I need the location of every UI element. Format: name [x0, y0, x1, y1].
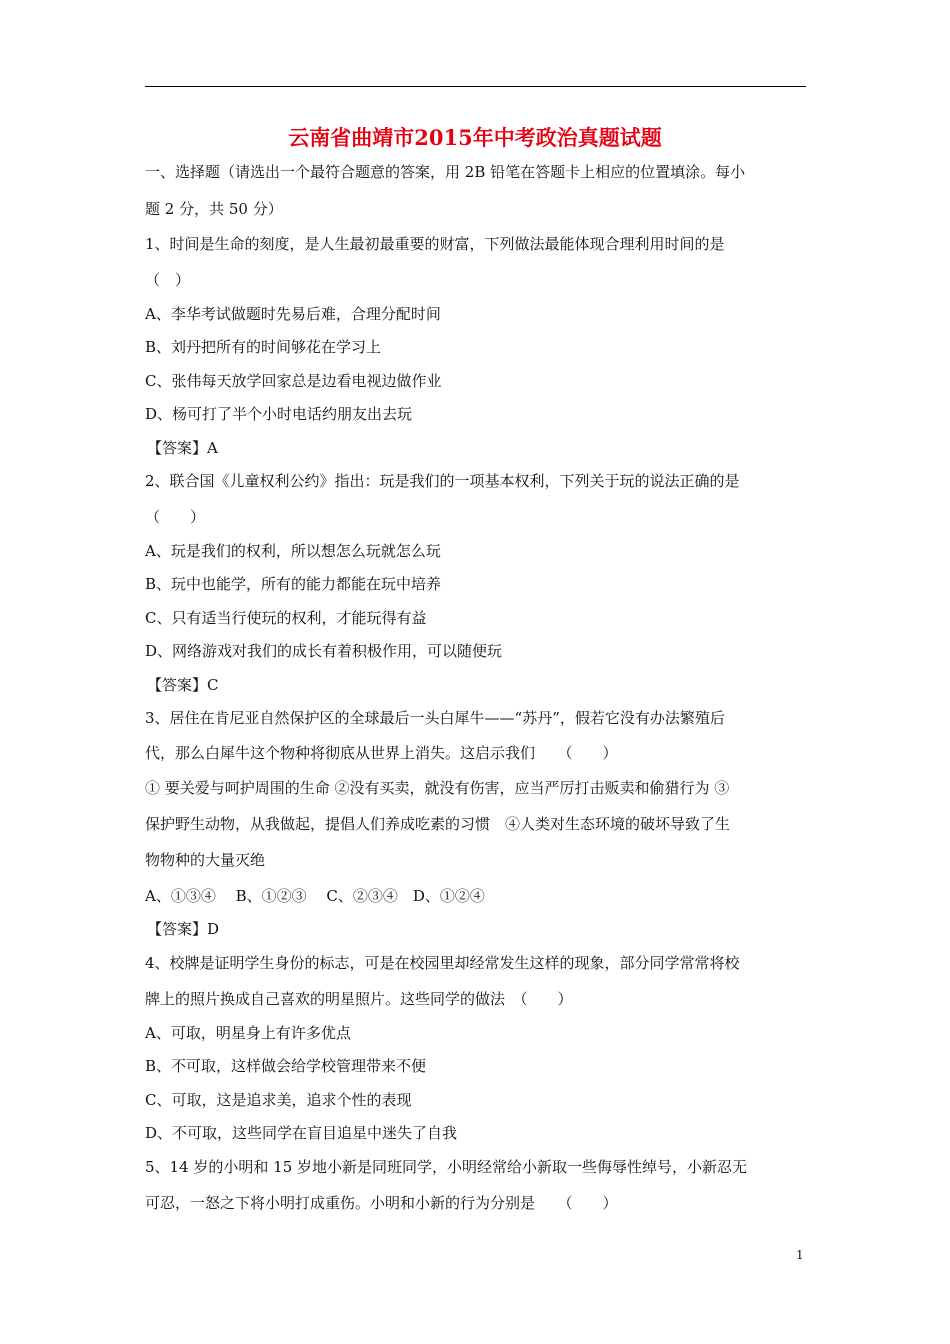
question-1-stem: 1、时间是生命的刻度，是人生最初最重要的财富，下列做法最能体现合理利用时间的是 — [145, 235, 725, 253]
question-4-option-d: D、不可取，这些同学在盲目追星中迷失了自我 — [145, 1124, 458, 1142]
question-1-option-c: C、张伟每天放学回家总是边看电视边做作业 — [145, 372, 442, 390]
question-5-stem: 5、14 岁的小明和 15 岁地小新是同班同学，小明经常给小新取一些侮辱性绰号，小新忍无 — [145, 1158, 748, 1176]
question-3-statement: 物物种的大量灭绝 — [145, 851, 266, 869]
question-1-blank: （ ） — [145, 271, 191, 289]
question-3-statement: 保护野生动物，从我做起，提倡人们养成吃素的习惯 ④人类对生态环境的破坏导致了生 — [145, 815, 731, 833]
question-1-option-a: A、李华考试做题时先易后难，合理分配时间 — [145, 305, 441, 323]
section-header-line: 一、选择题（请选出一个最符合题意的答案，用 2B 铅笔在答题卡上相应的位置填涂。每小 — [145, 163, 746, 181]
question-4-stem: 4、校牌是证明学生身份的标志，可是在校园里却经常发生这样的现象，部分同学常常将校 — [145, 954, 740, 972]
question-3-options: A、①③④ B、①②③ C、②③④ D、①②④ — [145, 887, 485, 905]
header-rule — [145, 86, 806, 87]
question-4-option-b: B、不可取，这样做会给学校管理带来不便 — [145, 1057, 427, 1075]
page-title: 云南省曲靖市2015年中考政治真题试题 — [288, 125, 662, 150]
question-1-answer: 【答案】A — [147, 439, 218, 457]
page-number: 1 — [796, 1248, 804, 1262]
question-2-stem: 2、联合国《儿童权利公约》指出：玩是我们的一项基本权利，下列关于玩的说法正确的是 — [145, 472, 740, 490]
question-4-stem: 牌上的照片换成自己喜欢的明星照片。这些同学的做法 （ ） — [145, 990, 573, 1008]
question-4-option-c: C、可取，这是追求美，追求个性的表现 — [145, 1091, 412, 1109]
question-1-option-d: D、杨可打了半个小时电话约朋友出去玩 — [145, 405, 413, 423]
question-2-option-b: B、玩中也能学，所有的能力都能在玩中培养 — [145, 575, 442, 593]
question-1-option-b: B、刘丹把所有的时间够花在学习上 — [145, 338, 382, 356]
question-3-stem: 代，那么白犀牛这个物种将彻底从世界上消失。这启示我们 （ ） — [145, 744, 618, 762]
question-3-answer: 【答案】D — [147, 920, 220, 938]
question-2-option-d: D、网络游戏对我们的成长有着积极作用，可以随便玩 — [145, 642, 503, 660]
question-2-option-c: C、只有适当行使玩的权利，才能玩得有益 — [145, 609, 427, 627]
question-2-blank: （ ） — [145, 508, 206, 526]
question-5-stem: 可忍，一怒之下将小明打成重伤。小明和小新的行为分别是 （ ） — [145, 1194, 618, 1212]
section-header-line: 题 2 分，共 50 分） — [145, 200, 283, 218]
question-3-statement: ① 要关爱与呵护周围的生命 ②没有买卖，就没有伤害，应当严厉打击贩卖和偷猎行为 ③ — [145, 779, 730, 797]
question-3-stem: 3、居住在肯尼亚自然保护区的全球最后一头白犀牛——“苏丹”，假若它没有办法繁殖后 — [145, 709, 725, 727]
question-2-option-a: A、玩是我们的权利，所以想怎么玩就怎么玩 — [145, 542, 441, 560]
question-4-option-a: A、可取，明星身上有许多优点 — [145, 1024, 351, 1042]
question-2-answer: 【答案】C — [147, 676, 219, 694]
